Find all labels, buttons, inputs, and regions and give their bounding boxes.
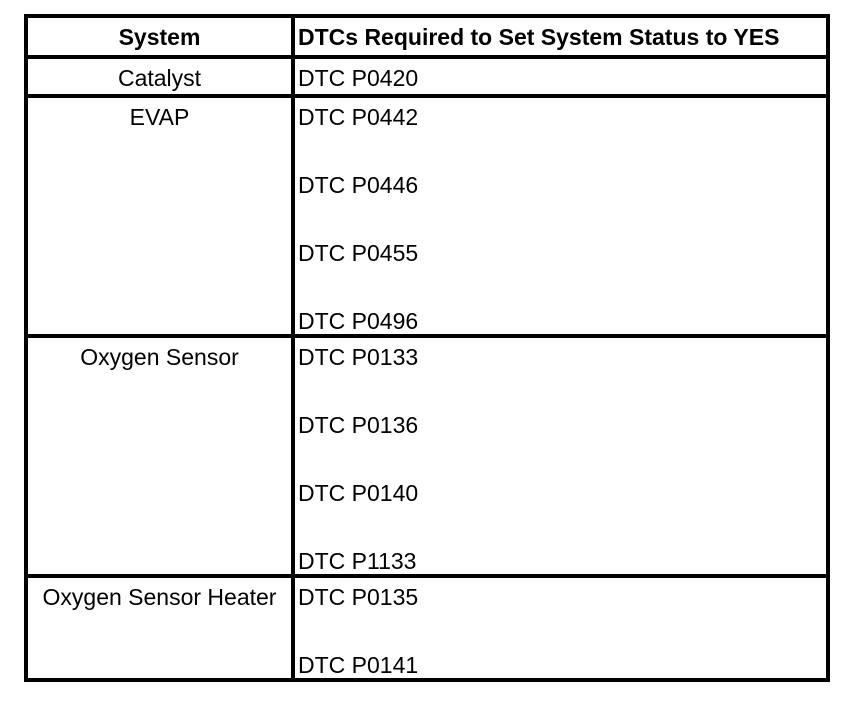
system-cell: Oxygen Sensor [26,336,293,576]
dtc-code: DTC P0420 [298,65,419,91]
dtc-code: DTC P0135 [298,584,419,610]
dtc-code: DTC P0455 [298,240,419,266]
table-row [26,336,828,576]
header-system: System [26,16,293,57]
dtc-system-status-table [24,14,830,682]
table-row [26,57,828,96]
dtc-cell [293,576,828,680]
table-header-row [26,16,828,57]
system-cell: Oxygen Sensor Heater [26,576,293,680]
system-cell: Catalyst [26,57,293,96]
dtc-code: DTC P0442 [298,104,419,130]
dtc-code: DTC P0446 [298,172,419,198]
table-row [26,576,828,680]
dtc-cell [293,57,828,96]
dtc-code: DTC P0141 [298,652,419,678]
system-cell: EVAP [26,96,293,336]
dtc-code: DTC P0140 [298,480,419,506]
dtc-code: DTC P0133 [298,344,419,370]
dtc-cell [293,336,828,576]
dtc-code: DTC P1133 [298,548,417,574]
dtc-code: DTC P0496 [298,308,419,334]
table-row [26,96,828,336]
dtc-code: DTC P0136 [298,412,419,438]
header-dtcs: DTCs Required to Set System Status to YES [293,16,828,57]
dtc-cell [293,96,828,336]
